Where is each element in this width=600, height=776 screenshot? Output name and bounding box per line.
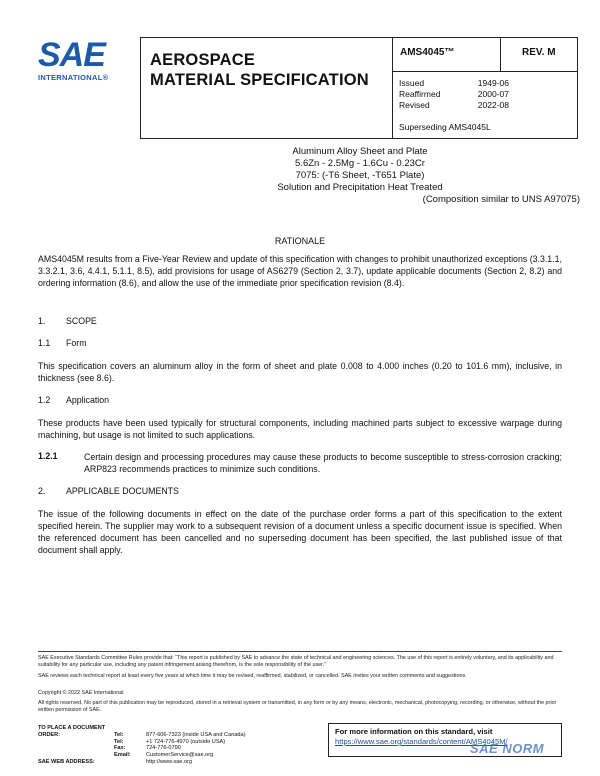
rationale-heading: RATIONALE xyxy=(274,236,326,246)
subject-line: Solution and Precipitation Heat Treated xyxy=(277,182,443,193)
section-heading: 1.2 Application xyxy=(38,395,110,405)
date-row: Issued 1949-06 xyxy=(399,78,509,88)
title-line: AEROSPACE xyxy=(150,51,256,69)
section-number: 1.2.1 xyxy=(38,451,58,461)
header-divider xyxy=(392,37,393,139)
sae-logo xyxy=(38,38,118,86)
web-link[interactable]: http://www.sae.org xyxy=(146,758,193,765)
footer-copyright: Copyright © 2022 SAE International xyxy=(38,690,124,696)
document-number: AMS4045™ xyxy=(400,47,455,58)
subject-line: 5.6Zn - 2.5Mg - 1.6Cu - 0.23Cr xyxy=(295,158,425,169)
fax-number: 724-776-0790 xyxy=(146,745,181,752)
rationale-text: AMS4045M results from a Five-Year Review and update of this specification with changes to prohibit unauthorized exceptions (3.3.1.1, 3.3.2.1, 3.6, 4.4.1, 5.1.1, 8.5), add provisions for usage of AS6279 (Section 2, 3.7), update applicable documents (Section 2, 8.2) and ordering information (8.6), and allow the use of the immediate prior specification revision (8.4). xyxy=(38,254,562,288)
date-row: Revised 2022-08 xyxy=(399,100,509,110)
superseding-note: Superseding AMS4045L xyxy=(399,122,491,132)
section-heading: 2. APPLICABLE DOCUMENTS xyxy=(38,486,179,496)
section-text: Certain design and processing procedures may cause these products to become susceptible to stress-corrosion cracking; ARP823 recommends practices to minimize such conditions. xyxy=(84,452,562,474)
logo-text: SAE xyxy=(38,36,105,74)
section-text: The issue of the following documents in effect on the date of the purchase order forms a part of this specification to the extent specified herein. The supplier may work to a subsequent revision of a document unless a specific document issue is specified. When the referenced document has been cancelled and no superseding document has been specified, the last published issue of that document shall apply. xyxy=(38,509,562,555)
section-heading: 1.1 Form xyxy=(38,338,87,348)
title-line: MATERIAL SPECIFICATION xyxy=(150,71,369,89)
subject-line: (Composition similar to UNS A97075) xyxy=(422,194,580,205)
phone-number: +1 724-776-4970 (outside USA) xyxy=(146,738,226,745)
revision-label: REV. M xyxy=(522,47,556,58)
order-label: TO PLACE A DOCUMENT ORDER: xyxy=(38,725,106,738)
date-list xyxy=(399,78,509,111)
footer-rights-text: All rights reserved. No part of this publication may be reproduced, stored in a retrieval system or transmitted, in any form or by any means, electronic, mechanical, photocopying, recording, or otherwise, without the prior written permission of SAE. xyxy=(38,700,557,713)
section-text: This specification covers an aluminum alloy in the form of sheet and plate 0.008 to 4.000 inches (0.20 to 101.6 mm), inclusive, in thickness (see 8.6). xyxy=(38,361,562,383)
document-type-title xyxy=(150,50,369,90)
subject-line: 7075: (-T6 Sheet, -T651 Plate) xyxy=(295,170,425,181)
logo-international: INTERNATIONAL® xyxy=(38,73,109,82)
header-divider xyxy=(392,71,578,72)
subject-block xyxy=(140,146,580,206)
web-label: SAE WEB ADDRESS: xyxy=(38,758,95,765)
footer-rules-text: SAE Executive Standards Committee Rules provide that: “This report is published by SAE to advance the state of technical and engineering sciences. The use of this report is entirely voluntary, and its applicability and suitability for any particular use, including any patent infringement arising therefrom, is the sole responsibility of the user.” xyxy=(38,655,554,668)
phone-number: 877-606-7323 (inside USA and Canada) xyxy=(146,731,246,738)
section-heading: 1. SCOPE xyxy=(38,316,97,326)
footer-review-text: SAE reviews each technical report at least every five years at which time it may be revised, reaffirmed, stabilized, or cancelled. SAE invites your written comments and suggestions. xyxy=(38,673,467,679)
info-title: For more information on this standard, visit xyxy=(335,727,493,736)
section-text: These products have been used typically for structural components, including machined parts subject to excessive warpage during machining, but usage is not limited to such applications. xyxy=(38,418,562,440)
email-link[interactable]: CustomerService@sae.org xyxy=(146,752,214,759)
order-contact-block: TO PLACE A DOCUMENT ORDER: Tel: 877-606-7323 (inside USA and Canada) Tel: +1 724-776-4970 (outside USA) Fax: 724-776-0790 Email: CustomerService@sae.org SAE WEB ADDRESS: http://www.sae.org xyxy=(38,725,246,765)
header-divider xyxy=(500,37,501,71)
subject-line: Aluminum Alloy Sheet and Plate xyxy=(292,146,428,157)
footer-rule xyxy=(38,651,562,652)
date-row: Reaffirmed 2000-07 xyxy=(399,89,509,99)
standard-url-link[interactable]: https://www.sae.org/standards/content/AMS4045M/ xyxy=(335,737,508,746)
watermark: SAE NORM xyxy=(470,741,545,756)
